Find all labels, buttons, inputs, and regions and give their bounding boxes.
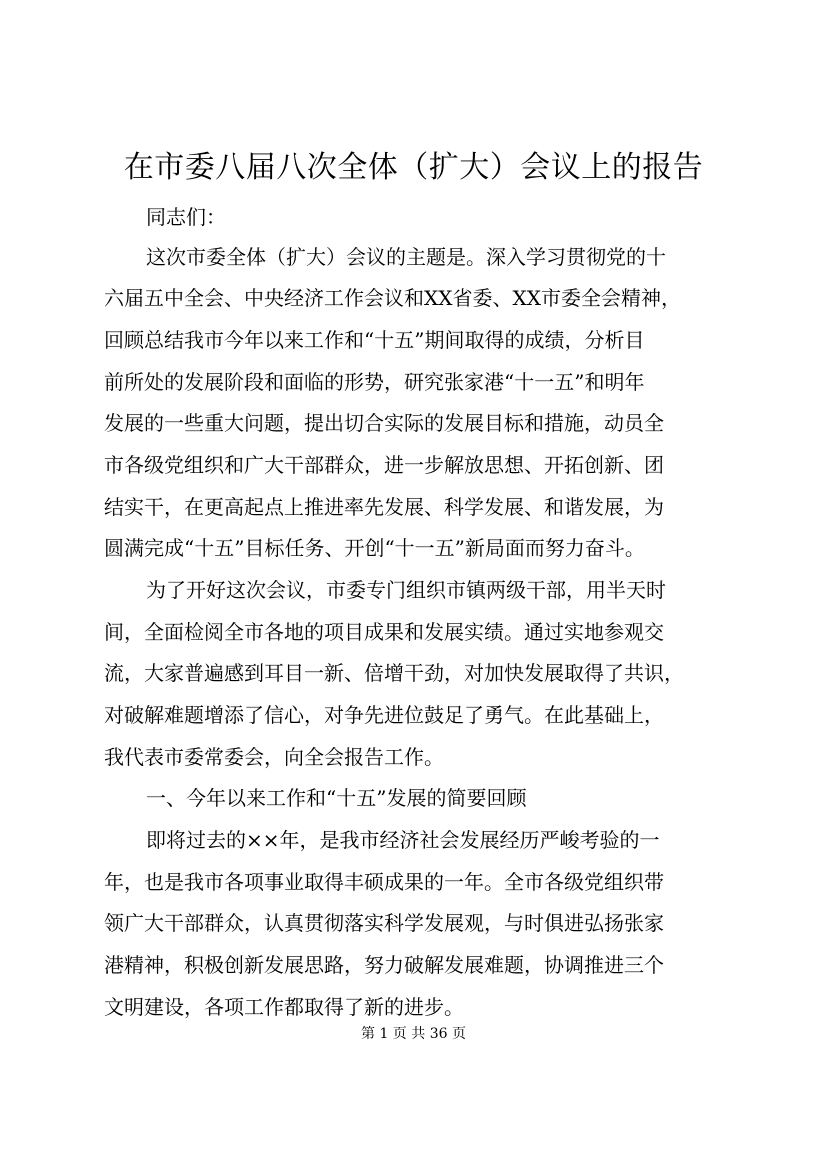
body-line: 六届五中全会、中央经济工作会议和XX省委、XX市委全会精神，: [104, 286, 681, 310]
document-title: 在市委八届八次全体（扩大）会议上的报告: [123, 150, 704, 185]
body-line: 年，也是我市各项事业取得丰硕成果的一年。全市各级党组织带: [104, 870, 664, 894]
section-heading: 一、今年以来工作和“十五”发展的简要回顾: [146, 786, 527, 810]
body-line: 发展的一些重大问题，提出切合实际的发展目标和措施，动员全: [104, 411, 664, 435]
body-line: 间，全面检阅全市各地的项目成果和发展实绩。通过实地参观交: [104, 620, 664, 644]
body-line: 圆满完成“十五”目标任务、开创“十一五”新局面而努力奋斗。: [104, 536, 645, 560]
salutation: 同志们：: [146, 205, 226, 229]
body-line: 这次市委全体（扩大）会议的主题是。深入学习贯彻党的十: [146, 245, 666, 269]
body-line: 即将过去的××年，是我市经济社会发展经历严峻考验的一: [146, 828, 660, 852]
body-line: 领广大干部群众，认真贯彻落实科学发展观，与时俱进弘扬张家: [104, 911, 664, 935]
page-number-footer: 第 1 页 共 36 页: [361, 1026, 466, 1042]
body-line: 港精神，积极创新发展思路，努力破解发展难题，协调推进三个: [104, 953, 664, 977]
body-line: 结实干，在更高起点上推进率先发展、科学发展、和谐发展，为: [104, 495, 664, 519]
body-line: 为了开好这次会议，市委专门组织市镇两级干部，用半天时: [146, 578, 666, 602]
body-line: 市各级党组织和广大干部群众，进一步解放思想、开拓创新、团: [104, 453, 664, 477]
body-line: 文明建设，各项工作都取得了新的进步。: [104, 995, 464, 1019]
body-line: 前所处的发展阶段和面临的形势，研究张家港“十一五”和明年: [104, 370, 645, 394]
body-line: 流，大家普遍感到耳目一新、倍增干劲，对加快发展取得了共识，: [104, 661, 684, 685]
body-line: 对破解难题增添了信心，对争先进位鼓足了勇气。在此基础上，: [104, 703, 664, 727]
body-line: 我代表市委常委会，向全会报告工作。: [104, 745, 444, 769]
body-line: 回顾总结我市今年以来工作和“十五”期间取得的成绩，分析目: [104, 328, 645, 352]
